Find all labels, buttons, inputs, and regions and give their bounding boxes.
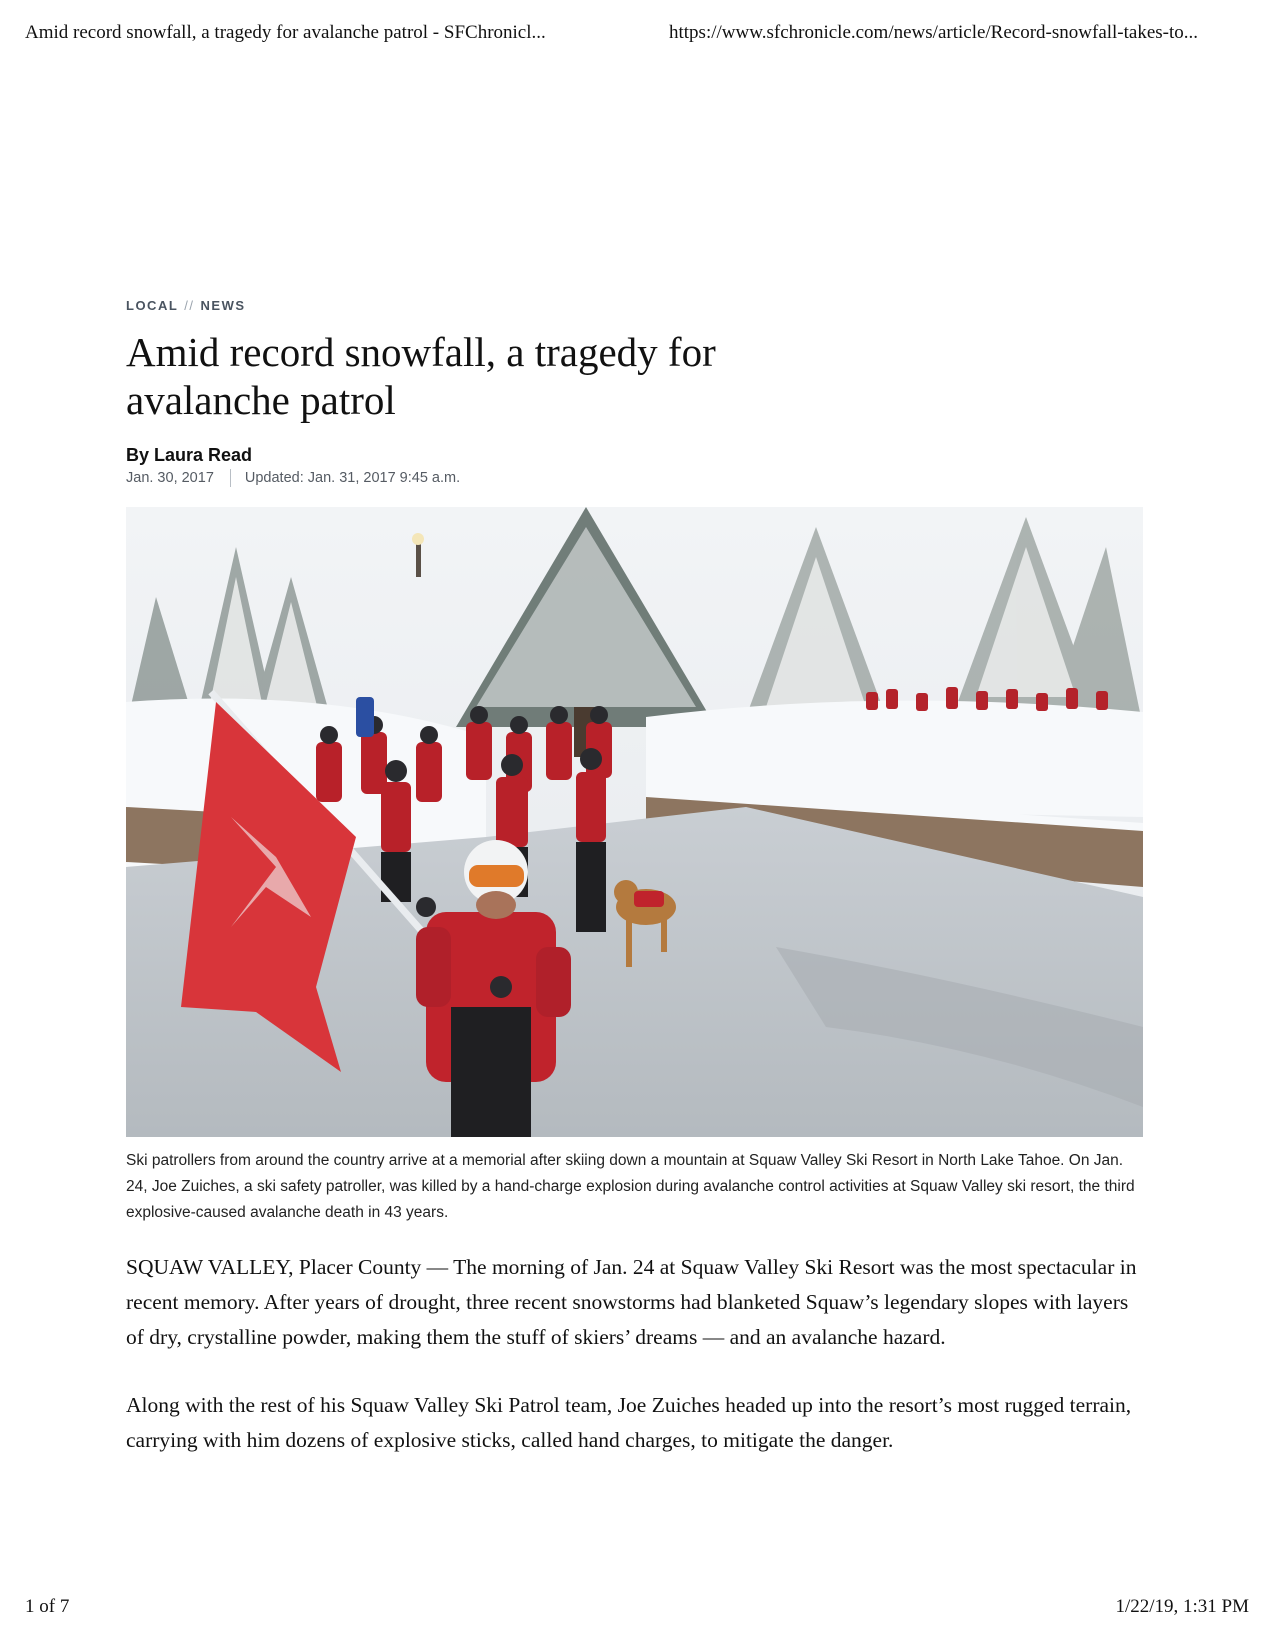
- article-body: [126, 1250, 1143, 1458]
- print-timestamp: 1/22/19, 1:31 PM: [1115, 1596, 1249, 1617]
- page-number: 1 of 7: [25, 1596, 70, 1617]
- article-byline[interactable]: By Laura Read: [126, 445, 253, 465]
- date-divider: [230, 469, 231, 487]
- published-date: Jan. 30, 2017: [126, 470, 214, 486]
- print-footer: [0, 1596, 1275, 1620]
- print-page-url[interactable]: https://www.sfchronicle.com/news/article/Record-snowfall-takes-to...: [669, 22, 1199, 43]
- breadcrumb-separator: //: [184, 298, 195, 313]
- section-breadcrumb: [126, 296, 1143, 316]
- section-link-local[interactable]: LOCAL: [126, 298, 179, 313]
- print-page-title: Amid record snowfall, a tragedy for avalanche patrol - SFChronicl...: [25, 22, 546, 43]
- article-headline: Amid record snowfall, a tragedy for avalanche patrol: [126, 329, 716, 423]
- print-header: [0, 22, 1275, 46]
- updated-date: Updated: Jan. 31, 2017 9:45 a.m.: [244, 470, 461, 486]
- section-link-news[interactable]: NEWS: [200, 298, 246, 313]
- body-paragraph: SQUAW VALLEY, Placer County — The morning of Jan. 24 at Squaw Valley Ski Resort was the most spectacular in recent memory. After years of drought, three recent snowstorms had blanketed Squaw’s legendary slopes with layers of dry, crystalline powder, making them the stuff of skiers’ dreams — and an avalanche hazard.: [126, 1255, 1137, 1349]
- body-paragraph: Along with the rest of his Squaw Valley Ski Patrol team, Joe Zuiches headed up into the resort’s most rugged terrain, carrying with him dozens of explosive sticks, called hand charges, to mitigate the danger.: [126, 1393, 1132, 1452]
- article-dateline: [126, 469, 1143, 487]
- article: [126, 296, 1143, 1491]
- lead-photo-illustration: [126, 507, 1143, 1137]
- photo-caption: Ski patrollers from around the country arrive at a memorial after skiing down a mountain at Squaw Valley Ski Resort in North Lake Tahoe. On Jan. 24, Joe Zuiches, a ski safety patroller, was killed by a hand-charge explosion during avalanche control activities at Squaw Valley ski resort, the third explosive-caused avalanche death in 43 years.: [126, 1152, 1135, 1221]
- lead-photo[interactable]: [126, 507, 1143, 1137]
